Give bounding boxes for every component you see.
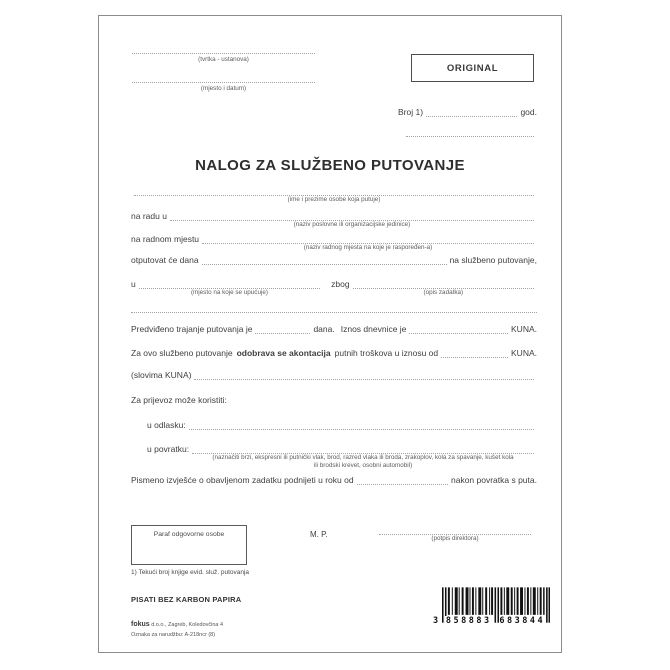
barcode-digits-left: 858883: [445, 616, 492, 626]
barcode-digits-right: 683844: [499, 616, 546, 626]
amount-words-row: [131, 369, 537, 380]
director-signature-caption: (potpis direktora): [431, 535, 479, 542]
no-carbon-note: PISATI BEZ KARBON PAPIRA: [131, 595, 242, 604]
report-text-after: nakon povratka s puta.: [450, 474, 537, 485]
company-line: [132, 44, 315, 54]
number-extra-line: [406, 136, 534, 137]
advance-row: [131, 347, 537, 358]
work-unit-label: na radu u: [131, 210, 167, 221]
advance-currency: KUNA.: [511, 347, 537, 358]
number-line: [426, 106, 517, 117]
advance-text-1: Za ovo službeno putovanje: [131, 347, 233, 358]
report-deadline-line: [357, 474, 448, 485]
barcode-digit-1: 3: [433, 616, 439, 626]
traveler-name-row: [131, 185, 537, 203]
company-caption: (tvrtka - ustanova): [198, 56, 249, 63]
report-row: [131, 474, 537, 485]
advance-text-2: putnih troškova u iznosu od: [334, 347, 439, 358]
publisher-name: fokus: [131, 621, 150, 628]
per-diem-line: [409, 323, 508, 334]
original-stamp-label: ORIGINAL: [446, 62, 499, 74]
stamp-placeholder: M. P.: [310, 530, 328, 539]
place-date-line: [132, 73, 315, 83]
departure-date-row: [131, 254, 537, 265]
amount-words-label: (slovima KUNA): [131, 369, 192, 380]
destination-purpose-row: [131, 278, 537, 296]
purpose-caption: (opis zadatka): [423, 289, 464, 296]
transport-note-line2: ili brodski krevet, osobni automobil): [313, 461, 413, 469]
work-position-caption: (naziv radnog mjesta na koje je raspoređen-a): [303, 244, 433, 251]
number-row: [398, 106, 537, 117]
advance-text-bold: odobrava se akontacija: [236, 347, 331, 358]
form-page: [98, 15, 562, 653]
form-title: NALOG ZA SLUŽBENO PUTOVANJE: [195, 157, 465, 174]
barcode-digits: [433, 616, 549, 626]
order-code: Oznaka za narudžbu: A-218ncr (8): [131, 631, 216, 638]
work-unit-row: [131, 210, 537, 228]
duration-days-suffix: dana.: [313, 323, 335, 334]
per-diem-label: Iznos dnevnice je: [340, 323, 407, 334]
transport-note: [192, 454, 534, 469]
transport-heading: Za prijevoz može koristiti:: [131, 395, 227, 405]
year-suffix: god.: [520, 106, 537, 117]
ean-barcode: [433, 587, 551, 631]
transport-outbound-label: u odlasku:: [147, 419, 186, 430]
transport-outbound-row: [147, 419, 537, 430]
publisher-block: [131, 620, 223, 639]
transport-return-row: [147, 443, 537, 469]
purpose-line: [353, 278, 534, 296]
director-signature-row: [376, 524, 534, 542]
report-text-before: Pismeno izvješće o obavljenom zadatku podnijeti u roku od: [131, 474, 354, 485]
work-position-label: na radnom mjestu: [131, 233, 200, 244]
transport-outbound-line: [189, 419, 534, 430]
company-field: [132, 44, 315, 62]
extra-dotted-line: [131, 312, 537, 313]
place-date-field: [132, 73, 315, 91]
original-stamp-box: [411, 54, 534, 82]
departure-date-line: [202, 254, 447, 265]
director-signature-line: [379, 524, 531, 542]
publisher-info: d.o.o., Zagreb, Koledovčina 4: [151, 622, 224, 628]
destination-caption: (mjesto na koje se upućuje): [190, 289, 268, 296]
traveler-name-caption: (ime i prezime osobe koja putuje): [287, 196, 381, 203]
publisher-line: [131, 620, 223, 631]
advance-amount-line: [441, 347, 508, 358]
duration-label: Predviđeno trajanje putovanja je: [131, 323, 253, 334]
departure-date-suffix: na službeno putovanje,: [449, 254, 537, 265]
departure-date-label: otputovat će dana: [131, 254, 199, 265]
duration-days-line: [255, 323, 310, 334]
footnote-1: 1) Tekući broj knjige evid. služ. putovanja: [131, 569, 250, 576]
number-label: Broj 1): [398, 106, 424, 117]
amount-words-line: [194, 369, 534, 380]
destination-line: [139, 278, 320, 296]
duration-row: [131, 323, 537, 334]
transport-return-label: u povratku:: [147, 443, 190, 454]
transport-return-line: [192, 443, 534, 469]
place-date-caption: (mjesto i datum): [200, 85, 247, 92]
work-unit-line: [170, 210, 534, 228]
traveler-name-line: [134, 185, 534, 203]
paraf-box: [131, 525, 247, 565]
duration-currency: KUNA.: [511, 323, 537, 334]
destination-label: u: [131, 278, 136, 289]
work-position-row: [131, 233, 537, 251]
purpose-label: zbog: [331, 278, 350, 289]
work-position-line: [202, 233, 534, 251]
work-unit-caption: (naziv poslovne ili organizacijske jedinice): [293, 221, 411, 228]
paraf-box-label: Paraf odgovorne osobe: [153, 531, 225, 538]
transport-note-line1: (naznačiti brzi, ekspresni ili putnički vlak, brod, razred vlaka ili broda, zrakoplov, kola za spavanje, kušet kola: [212, 454, 514, 461]
